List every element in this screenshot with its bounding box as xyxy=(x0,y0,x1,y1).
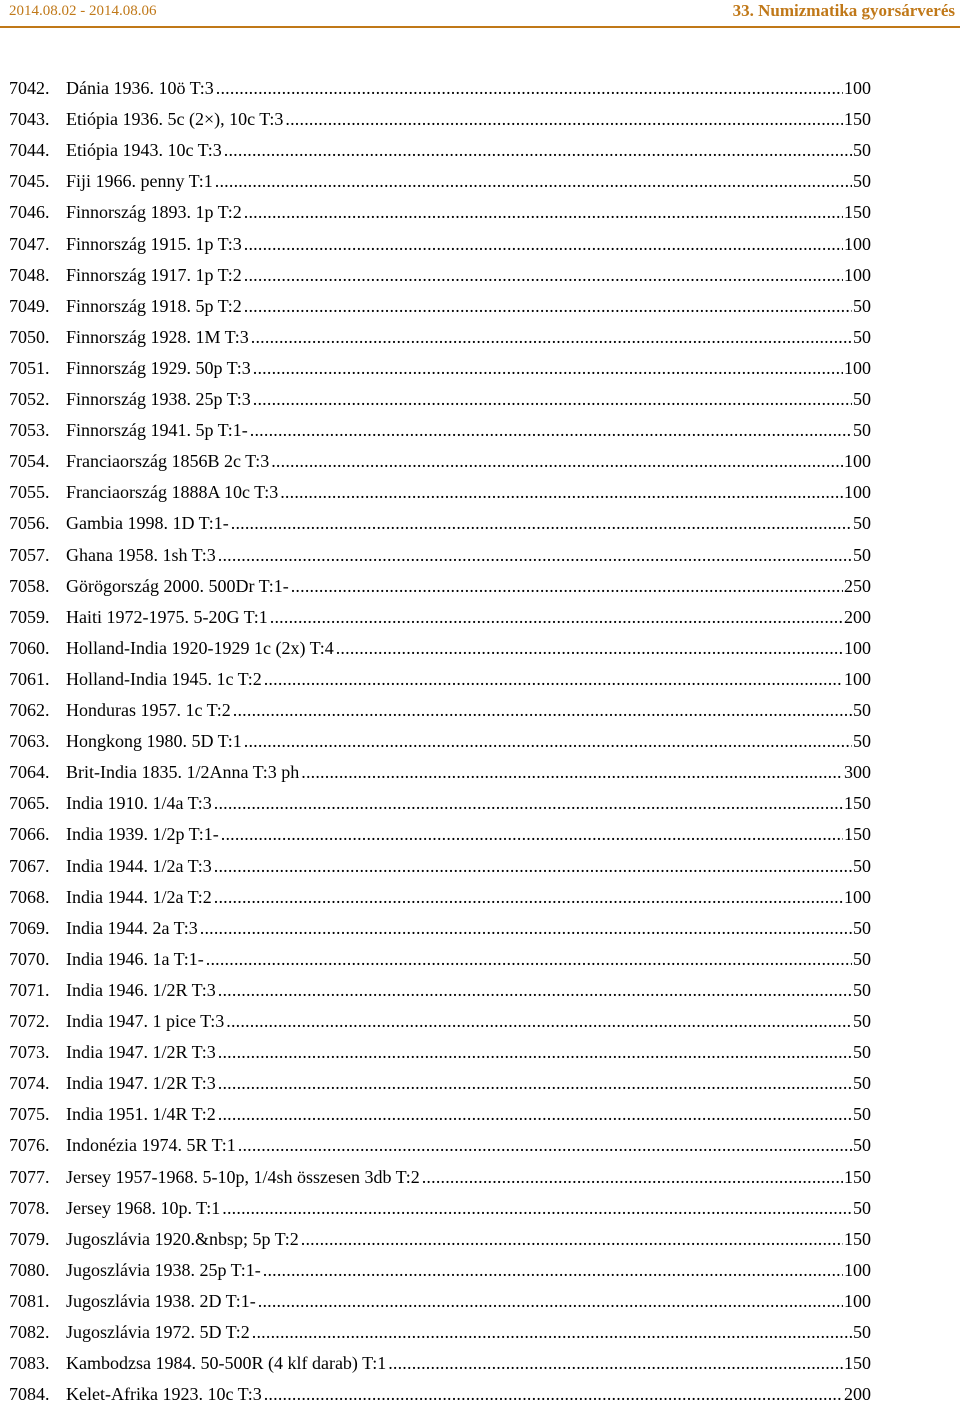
lot-number: 7071. xyxy=(9,979,50,1000)
lot-starting-price: 50 xyxy=(853,544,871,565)
lot-number: 7077. xyxy=(9,1166,50,1187)
lot-description: Jugoszlávia 1972. 5D T:2 xyxy=(66,1322,250,1342)
lot-starting-price: 50 xyxy=(853,326,871,347)
lot-starting-price: 150 xyxy=(844,202,871,223)
lot-number: 7042. xyxy=(9,78,50,98)
lot-row xyxy=(9,540,871,571)
lot-starting-price: 150 xyxy=(844,109,871,130)
lot-description: India 1946. 1a T:1- xyxy=(66,948,204,969)
lot-number: 7043. xyxy=(9,109,50,130)
lot-row xyxy=(9,1068,871,1099)
lot-starting-price: 50 xyxy=(853,1042,871,1063)
lot-starting-price: 50 xyxy=(853,1135,871,1156)
lot-number: 7068. xyxy=(9,886,50,907)
dot-leader xyxy=(244,197,843,228)
lot-starting-price: 50 xyxy=(853,1104,871,1125)
lot-row xyxy=(9,726,871,757)
lot-description: Honduras 1957. 1c T:2 xyxy=(66,700,231,720)
lot-description: Finnország 1941. 5p T:1- xyxy=(66,420,248,441)
lot-description: India 1939. 1/2p T:1- xyxy=(66,824,219,845)
dot-leader xyxy=(244,229,843,260)
lot-number: 7070. xyxy=(9,948,50,969)
lot-row xyxy=(9,757,871,788)
dot-leader xyxy=(336,633,843,664)
lot-number: 7079. xyxy=(9,1228,50,1249)
lot-row xyxy=(9,1193,871,1224)
lot-starting-price: 50 xyxy=(853,171,871,192)
dot-leader xyxy=(301,757,843,788)
lot-description: Finnország 1918. 5p T:2 xyxy=(66,295,242,316)
lot-number: 7062. xyxy=(9,700,50,720)
page-header xyxy=(0,0,960,30)
lot-row xyxy=(9,913,871,944)
lot-description: Holland-India 1920-1929 1c (2x) T:4 xyxy=(66,637,334,658)
dot-leader xyxy=(291,571,843,602)
lot-starting-price: 200 xyxy=(844,1384,871,1405)
lot-row xyxy=(9,571,871,602)
dot-leader xyxy=(252,1317,852,1348)
lot-starting-price: 200 xyxy=(844,606,871,627)
dot-leader xyxy=(200,913,852,944)
dot-leader xyxy=(218,975,852,1006)
lot-row xyxy=(9,1130,871,1161)
lot-starting-price: 100 xyxy=(844,637,871,658)
dot-leader xyxy=(218,540,852,571)
lot-starting-price: 50 xyxy=(853,140,871,161)
lot-row xyxy=(9,73,871,104)
lot-description: India 1947. 1/2R T:3 xyxy=(66,1042,216,1063)
lot-description: Finnország 1928. 1M T:3 xyxy=(66,326,249,347)
lot-description: Indonézia 1974. 5R T:1 xyxy=(66,1135,236,1156)
lot-starting-price: 100 xyxy=(844,886,871,907)
lot-number: 7064. xyxy=(9,762,50,783)
lot-row xyxy=(9,1099,871,1130)
dot-leader xyxy=(214,788,843,819)
lot-number: 7052. xyxy=(9,389,50,409)
lot-number: 7057. xyxy=(9,544,50,565)
lot-starting-price: 150 xyxy=(844,1166,871,1187)
header-divider xyxy=(0,26,960,28)
lot-row xyxy=(9,260,871,291)
dot-leader xyxy=(250,415,852,446)
lot-row xyxy=(9,695,871,726)
lot-description: Fiji 1966. penny T:1 xyxy=(66,171,213,192)
lot-description: Haiti 1972-1975. 5-20G T:1 xyxy=(66,606,268,627)
lot-number: 7051. xyxy=(9,357,50,378)
lot-description: Gambia 1998. 1D T:1- xyxy=(66,513,229,534)
lot-number: 7065. xyxy=(9,793,50,814)
lot-row xyxy=(9,882,871,913)
lot-starting-price: 50 xyxy=(853,1197,871,1218)
lot-description: Holland-India 1945. 1c T:2 xyxy=(66,668,262,689)
lot-number: 7055. xyxy=(9,482,50,503)
lot-description: Dánia 1936. 10ö T:3 xyxy=(66,78,214,98)
auction-date-range: 2014.08.02 - 2014.08.06 xyxy=(9,3,157,19)
lot-number: 7075. xyxy=(9,1104,50,1125)
lot-row xyxy=(9,104,871,135)
dot-leader xyxy=(253,384,852,415)
lot-starting-price: 50 xyxy=(853,1011,871,1031)
lot-starting-price: 50 xyxy=(853,420,871,441)
lot-description: Görögország 2000. 500Dr T:1- xyxy=(66,575,289,596)
lot-number: 7058. xyxy=(9,575,50,596)
lot-row xyxy=(9,788,871,819)
dot-leader xyxy=(264,664,843,695)
lot-description: Etiópia 1936. 5c (2×), 10c T:3 xyxy=(66,109,284,130)
dot-leader xyxy=(214,851,852,882)
dot-leader xyxy=(214,882,843,913)
dot-leader xyxy=(224,135,852,166)
lot-description: Jugoszlávia 1938. 2D T:1- xyxy=(66,1290,256,1311)
lot-row xyxy=(9,384,871,415)
dot-leader xyxy=(218,1099,852,1130)
lot-row xyxy=(9,197,871,228)
lot-row xyxy=(9,508,871,539)
lot-row xyxy=(9,415,871,446)
lot-number: 7063. xyxy=(9,731,50,752)
lot-starting-price: 100 xyxy=(844,451,871,472)
lot-description: India 1946. 1/2R T:3 xyxy=(66,979,216,1000)
lot-number: 7073. xyxy=(9,1042,50,1063)
lot-row xyxy=(9,975,871,1006)
lot-number: 7074. xyxy=(9,1073,50,1094)
dot-leader xyxy=(206,944,852,975)
lot-number: 7054. xyxy=(9,451,50,472)
dot-leader xyxy=(264,1379,843,1410)
lot-starting-price: 100 xyxy=(844,357,871,378)
lot-description: India 1947. 1 pice T:3 xyxy=(66,1011,225,1031)
lot-starting-price: 150 xyxy=(844,1228,871,1249)
lot-description: Hongkong 1980. 5D T:1 xyxy=(66,731,242,752)
auction-title: 33. Numizmatika gyorsárverés xyxy=(732,1,955,20)
lot-starting-price: 100 xyxy=(844,668,871,689)
dot-leader xyxy=(218,1037,852,1068)
lot-starting-price: 100 xyxy=(844,1259,871,1280)
lot-row xyxy=(9,446,871,477)
lot-description: India 1944. 1/2a T:3 xyxy=(66,855,212,876)
dot-leader xyxy=(301,1224,843,1255)
lot-row xyxy=(9,851,871,882)
lot-starting-price: 50 xyxy=(853,389,871,409)
lot-row xyxy=(9,664,871,695)
lot-row xyxy=(9,602,871,633)
lot-number: 7081. xyxy=(9,1290,50,1311)
lot-number: 7078. xyxy=(9,1197,50,1218)
lot-row xyxy=(9,135,871,166)
lot-row xyxy=(9,1286,871,1317)
lot-number: 7050. xyxy=(9,326,50,347)
lot-row xyxy=(9,1255,871,1286)
lot-starting-price: 150 xyxy=(844,824,871,845)
lot-number: 7046. xyxy=(9,202,50,223)
lot-starting-price: 50 xyxy=(853,917,871,938)
lot-description: Etiópia 1943. 10c T:3 xyxy=(66,140,222,161)
lot-starting-price: 150 xyxy=(844,793,871,814)
dot-leader xyxy=(218,1068,852,1099)
lot-number: 7056. xyxy=(9,513,50,534)
lot-starting-price: 50 xyxy=(853,1322,871,1342)
lot-number: 7083. xyxy=(9,1353,50,1374)
lot-row xyxy=(9,1162,871,1193)
lot-number: 7069. xyxy=(9,917,50,938)
lot-description: Brit-India 1835. 1/2Anna T:3 ph xyxy=(66,762,300,783)
lot-description: Jersey 1957-1968. 5-10p, 1/4sh összesen 3db T:2 xyxy=(66,1166,420,1187)
lot-description: Franciaország 1856B 2c T:3 xyxy=(66,451,270,472)
lot-row xyxy=(9,291,871,322)
dot-leader xyxy=(251,322,852,353)
lot-number: 7060. xyxy=(9,637,50,658)
lot-starting-price: 50 xyxy=(853,979,871,1000)
lot-number: 7045. xyxy=(9,171,50,192)
lot-starting-price: 100 xyxy=(844,233,871,254)
dot-leader xyxy=(263,1255,843,1286)
lot-description: Finnország 1929. 50p T:3 xyxy=(66,357,251,378)
lot-row xyxy=(9,353,871,384)
lot-number: 7067. xyxy=(9,855,50,876)
dot-leader xyxy=(258,1286,843,1317)
lot-number: 7059. xyxy=(9,606,50,627)
lot-description: India 1944. 1/2a T:2 xyxy=(66,886,212,907)
lot-row xyxy=(9,1224,871,1255)
lot-row xyxy=(9,1317,871,1348)
lot-starting-price: 50 xyxy=(853,731,871,752)
dot-leader xyxy=(244,726,852,757)
dot-leader xyxy=(222,1193,852,1224)
lot-description: Franciaország 1888A 10c T:3 xyxy=(66,482,279,503)
lot-row xyxy=(9,944,871,975)
lot-number: 7049. xyxy=(9,295,50,316)
lot-number: 7084. xyxy=(9,1384,50,1405)
dot-leader xyxy=(215,166,852,197)
dot-leader xyxy=(231,508,852,539)
lot-number: 7053. xyxy=(9,420,50,441)
lot-starting-price: 150 xyxy=(844,1353,871,1374)
lot-description: Kambodzsa 1984. 50-500R (4 klf darab) T:1 xyxy=(66,1353,387,1374)
lot-number: 7048. xyxy=(9,264,50,285)
lot-starting-price: 100 xyxy=(844,78,871,98)
lot-number: 7080. xyxy=(9,1259,50,1280)
dot-leader xyxy=(244,260,843,291)
dot-leader xyxy=(271,446,843,477)
lot-description: Jugoszlávia 1920.&nbsp; 5p T:2 xyxy=(66,1228,299,1249)
lot-row xyxy=(9,1037,871,1068)
dot-leader xyxy=(388,1348,843,1379)
lot-row xyxy=(9,819,871,850)
lot-row xyxy=(9,477,871,508)
lot-number: 7076. xyxy=(9,1135,50,1156)
lot-number: 7047. xyxy=(9,233,50,254)
lot-description: India 1910. 1/4a T:3 xyxy=(66,793,212,814)
dot-leader xyxy=(280,477,843,508)
dot-leader xyxy=(233,695,852,726)
lot-starting-price: 100 xyxy=(844,482,871,503)
lot-starting-price: 50 xyxy=(853,513,871,534)
dot-leader xyxy=(238,1130,852,1161)
lot-starting-price: 250 xyxy=(844,575,871,596)
lot-number: 7066. xyxy=(9,824,50,845)
lot-description: Finnország 1938. 25p T:3 xyxy=(66,389,251,409)
dot-leader xyxy=(221,819,843,850)
dot-leader xyxy=(244,291,852,322)
lot-starting-price: 100 xyxy=(844,264,871,285)
dot-leader xyxy=(253,353,843,384)
lot-description: India 1947. 1/2R T:3 xyxy=(66,1073,216,1094)
lot-row xyxy=(9,1006,871,1037)
lot-number: 7061. xyxy=(9,668,50,689)
lot-starting-price: 300 xyxy=(844,762,871,783)
lot-description: Finnország 1917. 1p T:2 xyxy=(66,264,242,285)
lot-row xyxy=(9,633,871,664)
lot-row xyxy=(9,166,871,197)
dot-leader xyxy=(270,602,843,633)
lot-description: Jersey 1968. 10p. T:1 xyxy=(66,1197,221,1218)
lot-number: 7082. xyxy=(9,1322,50,1342)
lot-description: Jugoszlávia 1938. 25p T:1- xyxy=(66,1259,261,1280)
dot-leader xyxy=(226,1006,852,1037)
lot-row xyxy=(9,229,871,260)
lot-description: Ghana 1958. 1sh T:3 xyxy=(66,544,216,565)
dot-leader xyxy=(285,104,843,135)
lot-starting-price: 50 xyxy=(853,295,871,316)
lot-description: India 1951. 1/4R T:2 xyxy=(66,1104,216,1125)
lot-description: India 1944. 2a T:3 xyxy=(66,917,198,938)
lot-row xyxy=(9,322,871,353)
lot-starting-price: 50 xyxy=(853,855,871,876)
lot-description: Finnország 1915. 1p T:3 xyxy=(66,233,242,254)
lot-starting-price: 100 xyxy=(844,1290,871,1311)
lot-row xyxy=(9,1348,871,1379)
lot-description: Kelet-Afrika 1923. 10c T:3 xyxy=(66,1384,262,1405)
lot-starting-price: 50 xyxy=(853,1073,871,1094)
lot-row xyxy=(9,1379,871,1410)
lot-number: 7072. xyxy=(9,1011,50,1031)
lot-starting-price: 50 xyxy=(853,948,871,969)
lot-number: 7044. xyxy=(9,140,50,161)
dot-leader xyxy=(422,1162,843,1193)
lot-starting-price: 50 xyxy=(853,700,871,720)
lot-description: Finnország 1893. 1p T:2 xyxy=(66,202,242,223)
dot-leader xyxy=(216,73,843,104)
